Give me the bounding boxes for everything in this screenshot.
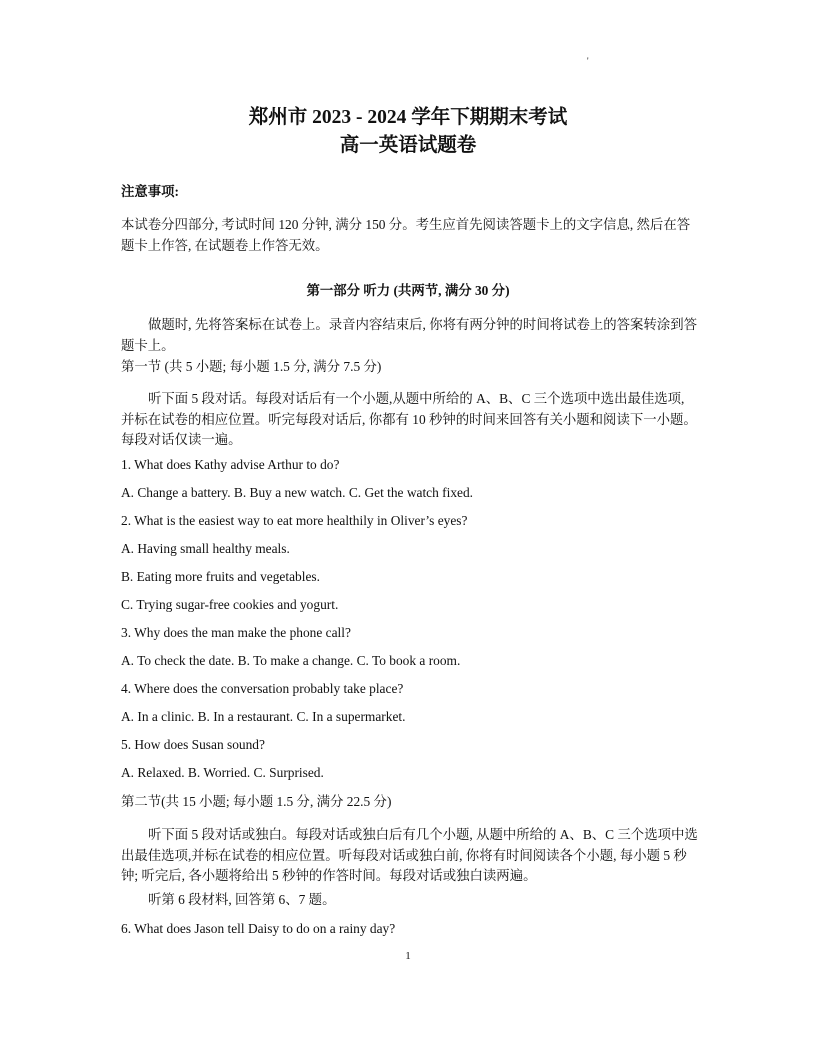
part1-instruction: 做题时, 先将答案标在试卷上。录音内容结束后, 你将有两分钟的时间将试卷上的答案转涂到答题卡上。 — [121, 317, 698, 353]
question-4-options: A. In a clinic. B. In a restaurant. C. In a supermarket. — [121, 709, 406, 724]
question-5: 5. How does Susan sound? — [121, 737, 265, 752]
question-6: 6. What does Jason tell Daisy to do on a rainy day? — [121, 921, 396, 936]
question-3-options: A. To check the date. B. To make a change. C. To book a room. — [121, 653, 461, 668]
section2-heading: 第二节(共 15 小题; 每小题 1.5 分, 满分 22.5 分) — [121, 794, 392, 809]
question-2: 2. What is the easiest way to eat more healthily in Oliver’s eyes? — [121, 513, 468, 528]
notice-heading: 注意事项: — [121, 184, 180, 199]
exam-title: 郑州市 2023 - 2024 学年下期期末考试 — [248, 107, 568, 128]
material-6-note: 听第 6 段材料, 回答第 6、7 题。 — [148, 892, 336, 907]
part1-heading: 第一部分 听力 (共两节, 满分 30 分) — [306, 283, 510, 298]
notice-text: 本试卷分四部分, 考试时间 120 分钟, 满分 150 分。考生应首先阅读答题卡上的文字信息, 然后在答题卡上作答, 在试题卷上作答无效。 — [121, 217, 691, 253]
question-2-option-a: A. Having small healthy meals. — [121, 541, 290, 556]
corner-mark: ' — [587, 56, 589, 66]
question-4: 4. Where does the conversation probably take place? — [121, 681, 404, 696]
section1-instruction: 听下面 5 段对话。每段对话后有一个小题,从题中所给的 A、B、C 三个选项中选出最佳选项, 并标在试卷的相应位置。听完每段对话后, 你都有 10 秒钟的时间来回答有关小题和阅读下一小题。每段对话仅读一遍。 — [121, 391, 697, 447]
exam-subtitle: 高一英语试题卷 — [339, 135, 477, 156]
page-number: 1 — [405, 950, 411, 962]
question-2-option-b: B. Eating more fruits and vegetables. — [121, 569, 320, 584]
section2-instruction: 听下面 5 段对话或独白。每段对话或独白后有几个小题, 从题中所给的 A、B、C 三个选项中选出最佳选项,并标在试卷的相应位置。听每段对话或独白前, 你将有时间阅读各个小题, 每小题 5 秒钟; 听完后, 各小题将给出 5 秒钟的作答时间。每段对话或独白读两遍。 — [121, 827, 698, 883]
question-5-options: A. Relaxed. B. Worried. C. Surprised. — [121, 765, 324, 780]
question-1-options: A. Change a battery. B. Buy a new watch. C. Get the watch fixed. — [121, 485, 474, 500]
section1-heading: 第一节 (共 5 小题; 每小题 1.5 分, 满分 7.5 分) — [121, 359, 382, 374]
question-3: 3. Why does the man make the phone call? — [121, 625, 351, 640]
question-2-option-c: C. Trying sugar-free cookies and yogurt. — [121, 597, 339, 612]
question-1: 1. What does Kathy advise Arthur to do? — [121, 457, 340, 472]
